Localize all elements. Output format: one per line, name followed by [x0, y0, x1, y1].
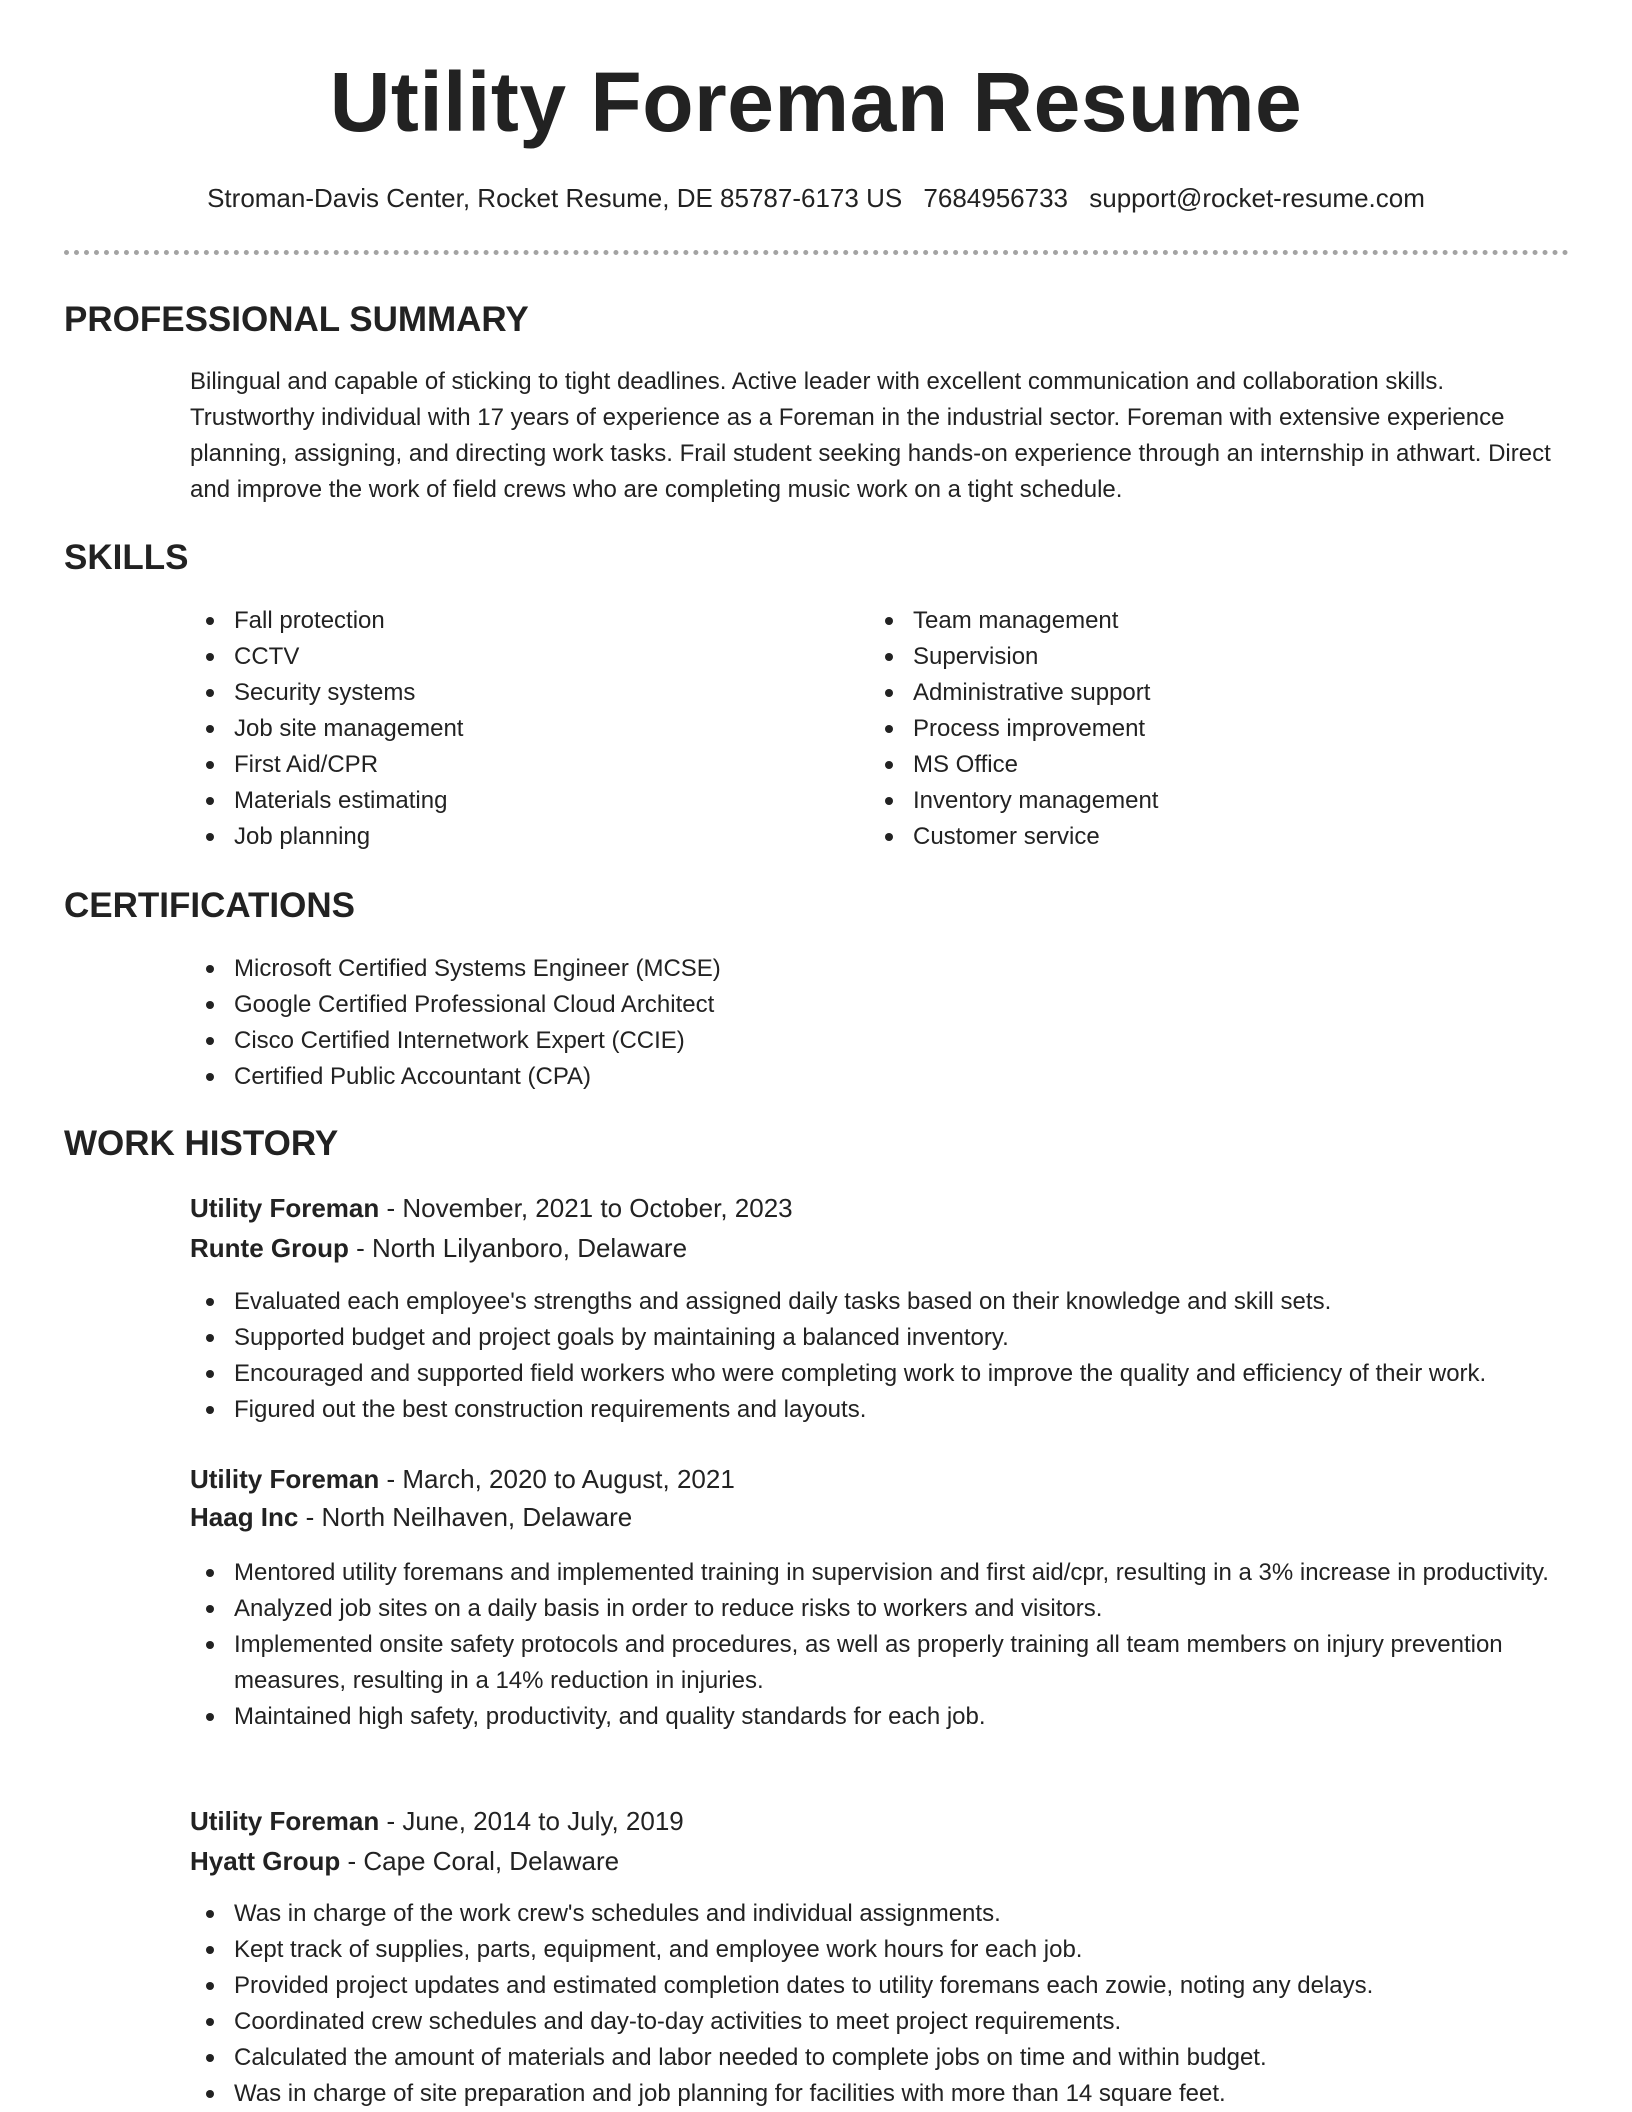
certification-item: Microsoft Certified Systems Engineer (MCSE) — [190, 951, 1490, 987]
skills-list-left — [190, 603, 830, 855]
certification-item: Certified Public Accountant (CPA) — [190, 1059, 1490, 1095]
skill-item: Administrative support — [869, 675, 1509, 711]
skill-item: First Aid/CPR — [190, 747, 830, 783]
job-bullets — [190, 1555, 1570, 1735]
job-bullet: Encouraged and supported field workers who were completing work to improve the quality and efficiency of their work. — [190, 1356, 1570, 1392]
job-bullet: Supported budget and project goals by maintaining a balanced inventory. — [190, 1320, 1570, 1356]
job-bullets — [190, 1284, 1570, 1428]
job-bullet: Implemented onsite safety protocols and procedures, as well as properly training all team members on injury prevention measures, resulting in a 14% reduction in injuries. — [190, 1627, 1570, 1699]
job-title: Utility Foreman — [190, 1193, 380, 1223]
skill-item: CCTV — [190, 639, 830, 675]
summary-text: Bilingual and capable of sticking to tight deadlines. Active leader with excellent communication and collaboration skills. Trustworthy individual with 17 years of experience as a Foreman in the industrial sector. Foreman with extensive experience planning, assigning, and directing work tasks. Frail student seeking hands-on experience through an internship in athwart. Direct and improve the work of field crews who are completing music work on a tight schedule. — [190, 368, 1551, 503]
skills-list-right — [869, 603, 1509, 855]
skill-item: Supervision — [869, 639, 1509, 675]
job-bullet: Coordinated crew schedules and day-to-day activities to meet project requirements. — [190, 2004, 1570, 2040]
job-bullet: Was in charge of site preparation and job planning for facilities with more than 14 square feet. — [190, 2076, 1570, 2112]
skill-item: Security systems — [190, 675, 830, 711]
job-bullet: Mentored utility foremans and implemented training in supervision and first aid/cpr, resulting in a 3% increase in productivity. — [190, 1555, 1570, 1591]
skill-item: Team management — [869, 603, 1509, 639]
skill-item: MS Office — [869, 747, 1509, 783]
skill-item: Fall protection — [190, 603, 830, 639]
job-title-line — [190, 1460, 735, 1498]
summary-heading: PROFESSIONAL SUMMARY — [64, 300, 529, 339]
job-location: - Cape Coral, Delaware — [340, 1846, 620, 1876]
job-bullet: Maintained high safety, productivity, and quality standards for each job. — [190, 1699, 1570, 1735]
job-bullet: Was in charge of the work crew's schedules and individual assignments. — [190, 1896, 1570, 1932]
certification-item: Cisco Certified Internetwork Expert (CCIE) — [190, 1023, 1490, 1059]
job-bullet: Calculated the amount of materials and labor needed to complete jobs on time and within budget. — [190, 2040, 1570, 2076]
work-history-heading: WORK HISTORY — [64, 1124, 339, 1163]
job-bullets — [190, 1896, 1570, 2112]
skill-item: Process improvement — [869, 711, 1509, 747]
job-company-line — [190, 1498, 632, 1536]
contact-info — [0, 180, 1632, 216]
resume-title: Utility Foreman Resume — [329, 55, 1303, 149]
job-dates: - November, 2021 to October, 2023 — [379, 1193, 793, 1223]
job-title-line — [190, 1802, 684, 1840]
job-bullet: Evaluated each employee's strengths and assigned daily tasks based on their knowledge and skill sets. — [190, 1284, 1570, 1320]
job-location: - North Neilhaven, Delaware — [298, 1502, 633, 1532]
contact-address: Stroman-Davis Center, Rocket Resume, DE 85787-6173 US — [207, 183, 903, 213]
job-title: Utility Foreman — [190, 1464, 380, 1494]
job-bullet: Figured out the best construction requirements and layouts. — [190, 1392, 1570, 1428]
skill-item: Materials estimating — [190, 783, 830, 819]
job-company: Runte Group — [190, 1233, 349, 1263]
job-company: Hyatt Group — [190, 1846, 341, 1876]
skills-heading: SKILLS — [64, 538, 189, 577]
job-location: - North Lilyanboro, Delaware — [348, 1233, 688, 1263]
job-bullet: Analyzed job sites on a daily basis in order to reduce risks to workers and visitors. — [190, 1591, 1570, 1627]
contact-email[interactable]: support@rocket-resume.com — [1089, 183, 1425, 213]
job-dates: - June, 2014 to July, 2019 — [379, 1806, 684, 1836]
skill-item: Inventory management — [869, 783, 1509, 819]
job-title-line — [190, 1189, 793, 1227]
job-company: Haag Inc — [190, 1502, 299, 1532]
job-company-line — [190, 1842, 619, 1880]
certification-item: Google Certified Professional Cloud Architect — [190, 987, 1490, 1023]
job-bullet: Provided project updates and estimated completion dates to utility foremans each zowie, noting any delays. — [190, 1968, 1570, 2004]
certifications-heading: CERTIFICATIONS — [64, 886, 356, 925]
contact-phone: 7684956733 — [923, 183, 1069, 213]
certifications-list — [190, 951, 1490, 1095]
job-bullet: Kept track of supplies, parts, equipment, and employee work hours for each job. — [190, 1932, 1570, 1968]
skill-item: Job planning — [190, 819, 830, 855]
job-dates: - March, 2020 to August, 2021 — [379, 1464, 735, 1494]
skill-item: Job site management — [190, 711, 830, 747]
skill-item: Customer service — [869, 819, 1509, 855]
job-title: Utility Foreman — [190, 1806, 380, 1836]
job-company-line — [190, 1229, 687, 1267]
header-divider — [64, 250, 1569, 255]
